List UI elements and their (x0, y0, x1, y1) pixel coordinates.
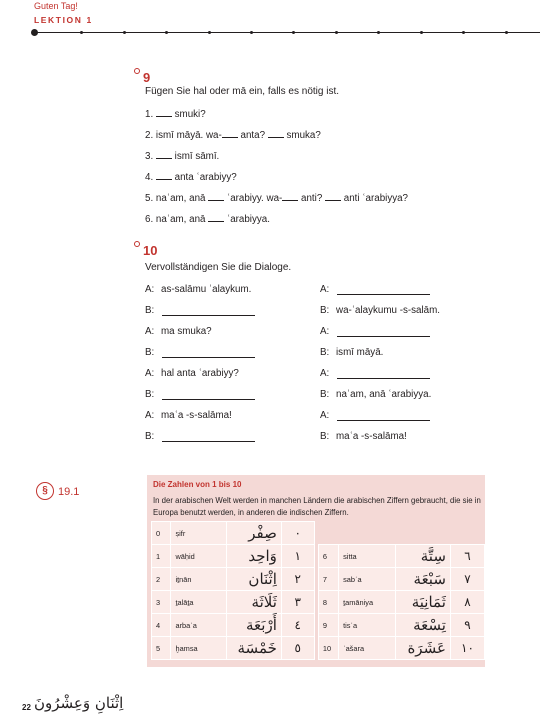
indic-digit-cell: ٥ (281, 637, 314, 660)
item-text: ʿarabiyy. wa- (226, 193, 283, 204)
exercise-10-instruction: Vervollständigen Sie die Dialoge. (145, 262, 292, 273)
dialogue-line: hal anta ʿarabiyy? (161, 368, 239, 379)
answer-blank[interactable] (156, 149, 172, 159)
empty-cell (318, 522, 484, 545)
digit-cell: 7 (318, 568, 338, 591)
dialogue-line: maʿa -s-salāma! (161, 410, 232, 421)
rule-dot (165, 31, 168, 34)
rule-dot (292, 31, 295, 34)
speaker-label: A: (145, 284, 155, 295)
answer-blank[interactable] (337, 294, 430, 295)
translit-cell: ṯalāṯa (171, 591, 226, 614)
item-text: anta ʿarabiyy? (174, 172, 237, 183)
arabic-word-cell: اِثْنَان (226, 568, 281, 591)
arabic-word-cell: سَبْعَة (395, 568, 450, 591)
page-number: 22 (22, 703, 31, 712)
speaker-label: A: (320, 368, 330, 379)
speaker-label: B: (320, 305, 330, 316)
digit-cell: 5 (152, 637, 171, 660)
digit-cell: 8 (318, 591, 338, 614)
exercise-9-item-5 (145, 191, 408, 204)
answer-blank[interactable] (156, 107, 172, 117)
translit-cell: sabʿa (339, 568, 396, 591)
exercise-9-instruction: Fügen Sie hal oder mā ein, falls es nötig ist. (145, 86, 339, 97)
dialogue-line: ma smuka? (161, 326, 212, 337)
item-text: naʿam, anā (155, 193, 206, 204)
box-title: Die Zahlen von 1 bis 10 (153, 480, 242, 489)
answer-blank[interactable] (337, 378, 430, 379)
arabic-word-cell: وَاحِد (226, 545, 281, 568)
arabic-word-cell: عَشَرَة (395, 637, 450, 660)
exercise-9-number: 9 (143, 70, 151, 85)
digit-cell: 9 (318, 614, 338, 637)
item-number: 3. (145, 151, 154, 162)
answer-blank[interactable] (282, 191, 298, 201)
item-text: smuki? (174, 109, 206, 120)
item-text: ismī māyā. wa- (155, 130, 222, 141)
answer-blank[interactable] (162, 399, 255, 400)
answer-blank[interactable] (325, 191, 341, 201)
answer-blank[interactable] (337, 336, 430, 337)
table-row (152, 637, 485, 660)
numbers-info-box (147, 475, 485, 667)
rule-dot (462, 31, 465, 34)
numbers-table-wrap (151, 521, 485, 660)
exercise-marker-icon (134, 241, 140, 247)
dialogue-line: wa-ʿalaykumu -s-salām. (336, 305, 440, 316)
digit-cell: 0 (152, 522, 171, 545)
lesson-label: LEKTION 1 (34, 15, 93, 25)
exercise-marker-icon (134, 68, 140, 74)
indic-digit-cell: ٧ (450, 568, 484, 591)
rule-dot (80, 31, 83, 34)
paragraph-icon: § (36, 482, 54, 500)
speaker-label: B: (145, 389, 155, 400)
arabic-word-cell: تِسْعَة (395, 614, 450, 637)
page-number-arabic: اِثْنَانِ وَعِشْرُونَ (34, 694, 124, 712)
numbers-table (151, 521, 485, 660)
item-number: 2. (145, 130, 154, 141)
dialogue-line: ismī māyā. (336, 347, 384, 358)
answer-blank[interactable] (162, 357, 255, 358)
exercise-9-item-6 (145, 212, 270, 225)
speaker-label: B: (145, 305, 155, 316)
dialogue-line: naʿam, anā ʿarabiyya. (336, 389, 432, 400)
table-row (152, 545, 485, 568)
translit-cell: sitta (339, 545, 396, 568)
dialogue-line: as-salāmu ʿalaykum. (161, 284, 252, 295)
indic-digit-cell: ٢ (281, 568, 314, 591)
speaker-label: A: (320, 326, 330, 337)
speaker-label: A: (320, 410, 330, 421)
answer-blank[interactable] (208, 212, 224, 222)
rule-dot (377, 31, 380, 34)
speaker-label: A: (145, 326, 155, 337)
indic-digit-cell: ٦ (450, 545, 484, 568)
answer-blank[interactable] (156, 170, 172, 180)
translit-cell: tisʿa (339, 614, 396, 637)
rule-dot (335, 31, 338, 34)
indic-digit-cell: ٩ (450, 614, 484, 637)
item-text: ʿarabiyya. (226, 214, 270, 225)
rule-dot (420, 31, 423, 34)
item-text: anta? (240, 130, 266, 141)
arabic-word-cell: خَمْسَة (226, 637, 281, 660)
speaker-label: A: (145, 410, 155, 421)
speaker-label: B: (320, 431, 330, 442)
exercise-9-item-1 (145, 107, 206, 120)
table-row (152, 522, 485, 545)
digit-cell: 1 (152, 545, 171, 568)
arabic-word-cell: أَرْبَعَة (226, 614, 281, 637)
grammar-reference[interactable]: 19.1 (58, 486, 80, 498)
indic-digit-cell: ١٠ (450, 637, 484, 660)
arabic-word-cell: صِفْر (226, 522, 281, 545)
translit-cell: ʿašara (339, 637, 396, 660)
translit-cell: ṯamāniya (339, 591, 396, 614)
translit-cell: wāḥid (171, 545, 226, 568)
arabic-word-cell: ثَلَاثَة (226, 591, 281, 614)
answer-blank[interactable] (162, 441, 255, 442)
speaker-label: A: (145, 368, 155, 379)
answer-blank[interactable] (268, 128, 284, 138)
item-number: 5. (145, 193, 154, 204)
box-text: In der arabischen Welt werden in manchen Ländern die arabischen Ziffern gebraucht, die sie in Europa benutzt werden, in anderen die indischen Ziffern. (153, 496, 481, 517)
rule-dot (123, 31, 126, 34)
item-number: 6. (145, 214, 154, 225)
exercise-9-item-2 (145, 128, 321, 141)
exercise-9-item-4 (145, 170, 237, 183)
table-row (152, 568, 485, 591)
speaker-label: A: (320, 284, 330, 295)
speaker-label: B: (320, 389, 330, 400)
rule-dot (505, 31, 508, 34)
speaker-label: B: (320, 347, 330, 358)
digit-cell: 10 (318, 637, 338, 660)
digit-cell: 3 (152, 591, 171, 614)
item-number: 4. (145, 172, 154, 183)
translit-cell: ḫamsa (171, 637, 226, 660)
item-text: ismī sāmī. (174, 151, 220, 162)
translit-cell: iṯnān (171, 568, 226, 591)
answer-blank[interactable] (337, 420, 430, 421)
answer-blank[interactable] (222, 128, 238, 138)
rule-dot (208, 31, 211, 34)
answer-blank[interactable] (208, 191, 224, 201)
indic-digit-cell: ٤ (281, 614, 314, 637)
speaker-label: B: (145, 347, 155, 358)
speaker-label: B: (145, 431, 155, 442)
indic-digit-cell: ٠ (281, 522, 314, 545)
indic-digit-cell: ١ (281, 545, 314, 568)
exercise-9-item-3 (145, 149, 219, 162)
running-title: Guten Tag! (34, 1, 78, 11)
digit-cell: 4 (152, 614, 171, 637)
table-row (152, 591, 485, 614)
rule-dot (250, 31, 253, 34)
table-row (152, 614, 485, 637)
item-text: anti ʿarabiyya? (343, 193, 409, 204)
translit-cell: arbaʿa (171, 614, 226, 637)
digit-cell: 6 (318, 545, 338, 568)
rule-dot-start (31, 29, 38, 36)
item-text: anti? (301, 193, 323, 204)
indic-digit-cell: ٣ (281, 591, 314, 614)
answer-blank[interactable] (162, 315, 255, 316)
indic-digit-cell: ٨ (450, 591, 484, 614)
dialogue-line: maʿa -s-salāma! (336, 431, 407, 442)
translit-cell: ṣifr (171, 522, 226, 545)
item-number: 1. (145, 109, 154, 120)
arabic-word-cell: ثَمَانِيَة (395, 591, 450, 614)
item-text: naʿam, anā (155, 214, 206, 225)
digit-cell: 2 (152, 568, 171, 591)
item-text: smuka? (286, 130, 321, 141)
exercise-10-number: 10 (143, 243, 158, 258)
arabic-word-cell: سِتَّة (395, 545, 450, 568)
